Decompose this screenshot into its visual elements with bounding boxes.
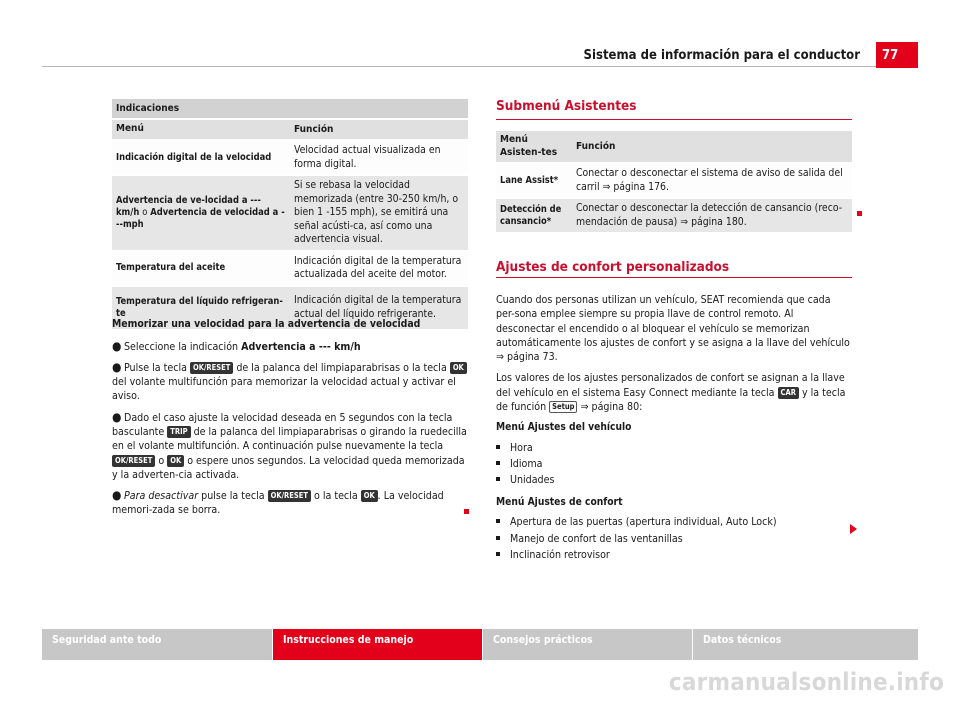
footer-tab-seguridad[interactable]: Seguridad ante todo: [42, 629, 272, 660]
col-header-menu: Menú: [112, 120, 290, 139]
okreset-key-icon: OK/RESET: [112, 455, 155, 467]
comfort-settings-list: [496, 514, 852, 563]
list-item: Apertura de las puertas (apertura individual, Auto Lock): [496, 514, 852, 530]
subheading: Memorizar una velocidad para la advertencia de velocidad: [112, 318, 421, 330]
footer-tab-instrucciones[interactable]: Instrucciones de manejo: [273, 629, 482, 660]
row-menu: Temperatura del líquido refrigeran-te: [112, 287, 290, 329]
table-row: [496, 199, 852, 232]
section-end-icon: [857, 211, 862, 216]
table-row: [112, 252, 468, 285]
list-item: Manejo de confort de las ventanillas: [496, 531, 852, 547]
ok-key-icon: OK: [450, 362, 467, 374]
row-function: Indicación digital de la temperatura actualizada del aceite del motor.: [290, 252, 468, 285]
row-function: Conectar o desconectar el sistema de aviso de salida del carril ⇒ página 176.: [572, 164, 852, 197]
row-menu-part: Advertencia de ve-locidad a --- km/h: [116, 195, 261, 219]
instruction-step: ● Para desactivar pulse la tecla OK/RESET o la tecla OK . La velocidad memori-zada se borra.: [112, 487, 468, 518]
square-bullet-icon: [496, 461, 500, 465]
section-rule: [496, 119, 852, 120]
row-menu-part: Advertencia de velocidad a ---mph: [116, 207, 285, 230]
section-end-icon: [464, 509, 469, 514]
list-item: Hora: [496, 440, 852, 456]
bullet-icon: ●: [112, 488, 122, 503]
row-function: Conectar o desconectar la detección de cansancio (reco-mendación de pausa) ⇒ página 180.: [572, 199, 852, 232]
paragraph: Los valores de los ajustes personalizados de confort se asignan a la llave del vehículo en el sistema Easy Connect mediante la tecla CAR y la tecla de función Setup ⇒ página 80:: [496, 372, 846, 414]
paragraph: Cuando dos personas utilizan un vehículo, SEAT recomienda que cada per-sona emplee siempre su propia llave de control remoto. Al desconectar el encendido o al bloquear el vehículo se memorizan automáticamente los ajustes de confort y se asigna a la llave del vehículo ⇒ página 73.: [496, 294, 850, 364]
car-key-icon: CAR: [778, 387, 799, 399]
section-title-asistentes: Submenú Asistentes: [496, 98, 637, 114]
section-rule: [496, 277, 852, 278]
square-bullet-icon: [496, 552, 500, 556]
section-title-confort: Ajustes de confort personalizados: [496, 259, 730, 275]
col-header-function: Función: [290, 120, 468, 139]
square-bullet-icon: [496, 536, 500, 540]
row-menu: [112, 176, 290, 250]
header-rule: [42, 66, 876, 67]
square-bullet-icon: [496, 477, 500, 481]
indications-table: [112, 99, 468, 329]
list-item: Inclinación retrovisor: [496, 547, 852, 563]
row-menu: Temperatura del aceite: [112, 252, 290, 285]
bullet-icon: ●: [112, 409, 122, 424]
instruction-step: ● Pulse la tecla OK/RESET de la palanca del limpiaparabrisas o la tecla OK del volante multifunción para memorizar la velocidad actual y activar el aviso.: [112, 359, 468, 404]
page-number: 77: [876, 42, 918, 68]
subheading: Menú Ajustes del vehículo: [496, 422, 632, 434]
row-function: Velocidad actual visualizada en forma digital.: [290, 141, 468, 174]
watermark: carmanualsonline.info: [668, 668, 944, 696]
table-row: [112, 176, 468, 250]
instruction-step: ● Dado el caso ajuste la velocidad deseada en 5 segundos con la tecla basculante TRIP de la palanca del limpiaparabrisas o girando la ruedecilla en el volante multifunción. A continuación pulse nuevamente la tecla OK/RESET o OK o espere unos segundos. La velocidad queda memorizada y la adverten-cia activada.: [112, 409, 467, 481]
ok-key-icon: OK: [167, 455, 184, 467]
row-menu: Lane Assist*: [496, 164, 572, 197]
row-menu: Detección de cansancio*: [496, 199, 572, 232]
table-row: [112, 141, 468, 174]
bullet-icon: ●: [112, 359, 122, 374]
ok-key-icon: OK: [361, 490, 378, 502]
continue-arrow-icon: [850, 524, 857, 534]
square-bullet-icon: [496, 519, 500, 523]
bullet-icon: ●: [112, 338, 122, 353]
table-caption: Indicaciones: [112, 99, 468, 118]
trip-key-icon: TRIP: [167, 426, 190, 438]
square-bullet-icon: [496, 445, 500, 449]
subheading: Menú Ajustes de confort: [496, 496, 623, 508]
list-item: Unidades: [496, 472, 852, 488]
vehicle-settings-list: [496, 440, 852, 489]
row-function: Indicación digital de la temperatura actual del líquido refrigerante.: [290, 287, 468, 329]
okreset-key-icon: OK/RESET: [190, 362, 233, 374]
instruction-step: ● Seleccione la indicación Advertencia a --- km/h: [112, 338, 361, 353]
list-item: Idioma: [496, 456, 852, 472]
table-row: [496, 164, 852, 197]
speed-warning-instructions: [112, 318, 468, 523]
page-header-title: Sistema de información para el conductor: [583, 48, 860, 63]
row-menu-part: o: [142, 207, 148, 219]
footer-tab-datos[interactable]: Datos técnicos: [693, 629, 918, 660]
comfort-settings-text: [496, 293, 852, 570]
row-function: Si se rebasa la velocidad memorizada (entre 30-250 km/h, o bien 1 -155 mph), se emitirá una señal acústi-ca, así como una advertencia visual.: [290, 176, 468, 250]
okreset-key-icon: OK/RESET: [268, 490, 311, 502]
row-menu: Indicación digital de la velocidad: [112, 141, 290, 174]
col-header-function: Función: [572, 131, 852, 162]
col-header-menu: Menú Asisten-tes: [496, 131, 572, 162]
footer-tab-consejos[interactable]: Consejos prácticos: [483, 629, 692, 660]
setup-key-icon: Setup: [549, 401, 577, 413]
assistants-table: [496, 131, 852, 232]
